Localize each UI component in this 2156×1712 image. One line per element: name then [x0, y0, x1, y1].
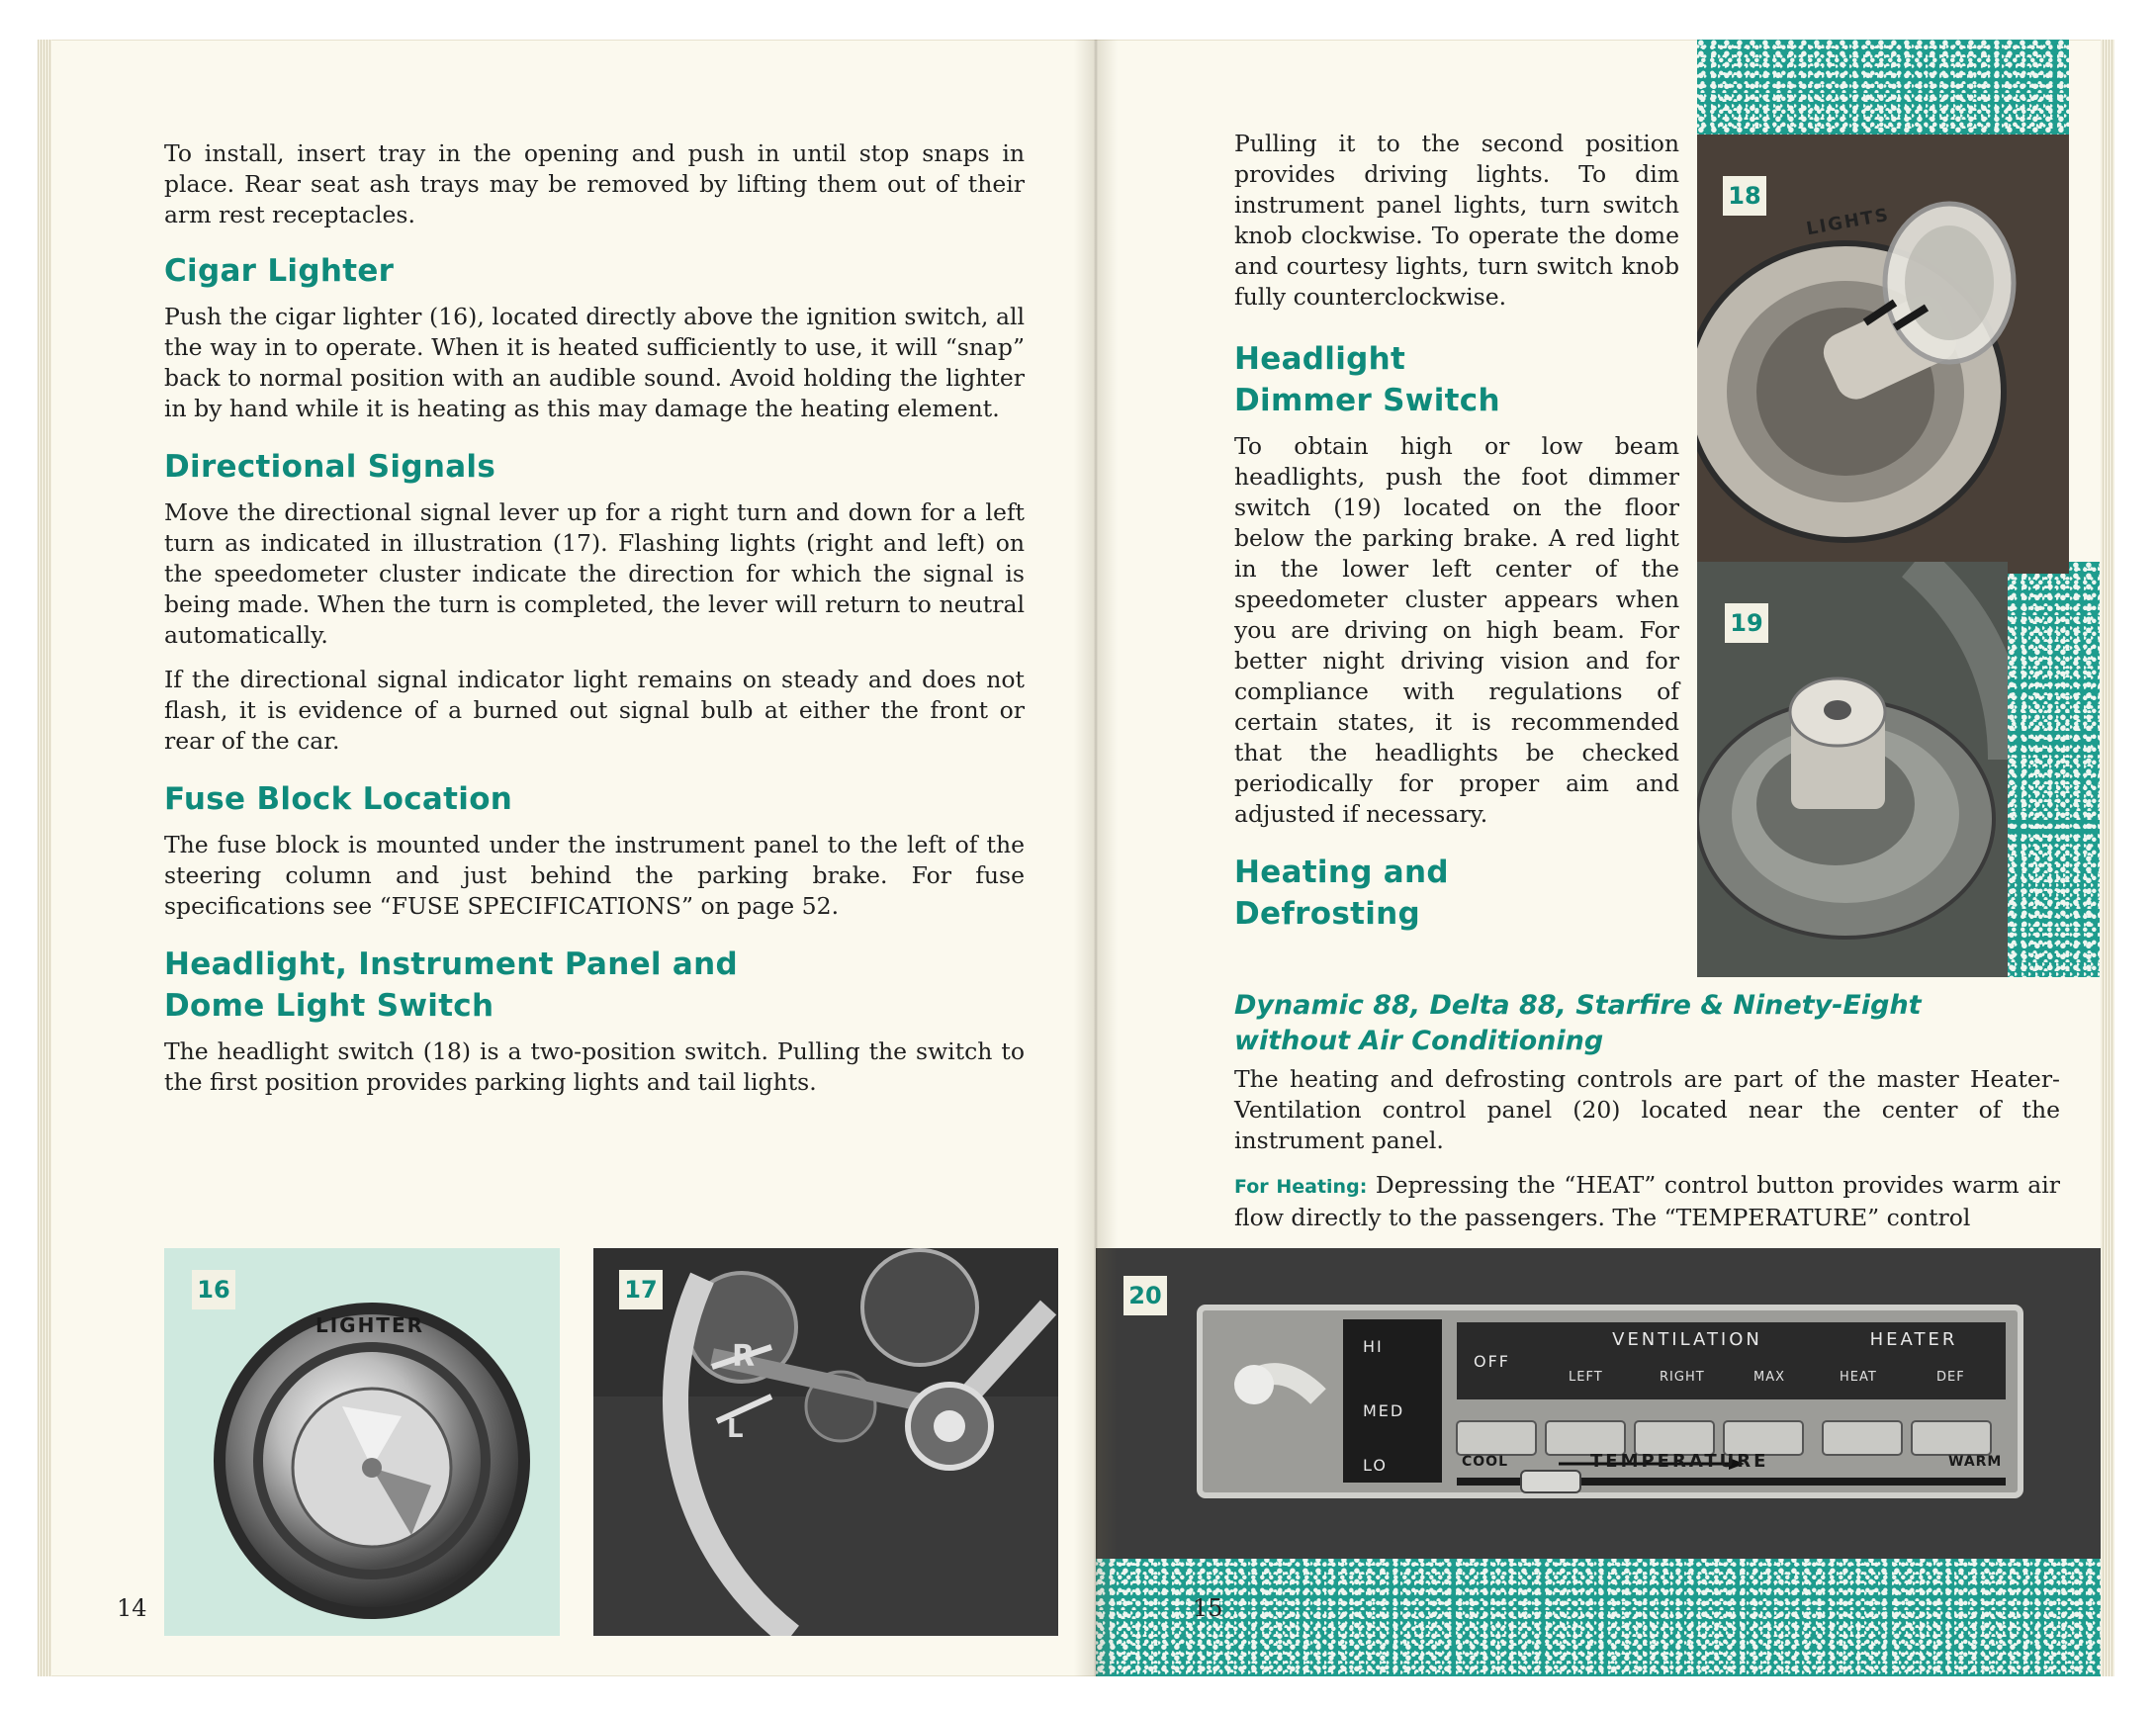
page-number-15: 15 — [1193, 1594, 1223, 1622]
heading-dimmer-line1: Headlight — [1234, 341, 1406, 377]
figure-badge-16: 16 — [192, 1270, 235, 1309]
heater-label: HEATER — [1869, 1329, 1958, 1350]
page-14 — [38, 40, 1096, 1676]
fan-label-med: MED — [1363, 1401, 1405, 1420]
right-text-column-lower — [1234, 989, 2060, 1247]
directional-paragraph-2: If the directional signal indicator light remains on steady and does not flash, it is evidence of a burned out signal bulb at either the front or rear of the car. — [164, 666, 1025, 755]
headlight-continued-paragraph: Pulling it to the second position provides driving lights. To dim instrument panel lights, turn switch knob clockwise. To operate the dome and courtesy lights, turn switch knob fully counterclockwise. — [1234, 130, 1679, 311]
ventilation-option-left: LEFT — [1569, 1370, 1603, 1385]
decorative-pattern-top — [1697, 40, 2069, 138]
directional-paragraph-1: Move the directional signal lever up for a right turn and down for a left turn as indicated in illustration (17). Flashing lights (right and left) on the speedometer cluster indicate the direction for which the signal is being made. When the turn is completed, the lever will return to neutral automatically. — [164, 498, 1025, 649]
models-subheading-line1: Dynamic 88, Delta 88, Starfire & Ninety-Eight — [1234, 990, 1922, 1021]
for-heating-label: For Heating: — [1234, 1176, 1368, 1198]
heading-dimmer-line2: Dimmer Switch — [1234, 383, 1500, 418]
ventilation-option-right: RIGHT — [1660, 1370, 1705, 1385]
heating-paragraph: The heating and defrosting controls are part of the master Heater-Ventilation control panel (20) located near the center of the instrument panel. — [1234, 1065, 2060, 1154]
figure-badge-19: 19 — [1725, 603, 1768, 643]
heading-fuse-block: Fuse Block Location — [164, 781, 513, 817]
book-gutter — [1074, 40, 1118, 1676]
heading-cigar-lighter: Cigar Lighter — [164, 253, 395, 289]
figure-20-heater-ventilation-panel — [1096, 1248, 2101, 1559]
figure-badge-17: 17 — [619, 1270, 663, 1309]
heading-headlight-switch-line1: Headlight, Instrument Panel and — [164, 946, 739, 982]
booklet-spread — [38, 40, 2114, 1676]
fuse-block-paragraph: The fuse block is mounted under the instrument panel to the left of the steering column and just behind the parking brake. For fuse specifications see “FUSE SPECIFICATIONS” on page 52. — [164, 831, 1025, 920]
off-label: OFF — [1474, 1352, 1510, 1371]
page-15 — [1096, 40, 2114, 1676]
lighter-label: LIGHTER — [314, 1313, 425, 1337]
figure-18-headlight-switch — [1697, 135, 2069, 574]
right-text-column-upper — [1234, 129, 1679, 945]
cigar-lighter-paragraph: Push the cigar lighter (16), located directly above the ignition switch, all the way in to operate. When it is heated sufficiently to use, it will “snap” back to normal position with an audible sound. Avoid holding the lighter in by hand while it is heating as this may damage the heating element. — [164, 303, 1025, 422]
cool-label: COOL — [1462, 1454, 1508, 1470]
left-text-column — [164, 138, 1025, 1112]
figure-16-cigar-lighter — [164, 1248, 560, 1636]
figure-19-dimmer-switch — [1697, 562, 2008, 977]
ventilation-option-max: MAX — [1753, 1370, 1786, 1385]
gear-letter-r: R — [732, 1339, 756, 1374]
fan-label-lo: LO — [1363, 1456, 1388, 1475]
heading-heating-line1: Heating and — [1234, 855, 1449, 890]
warm-label: WARM — [1948, 1454, 2003, 1470]
figure-badge-18: 18 — [1723, 176, 1766, 216]
headlight-switch-paragraph: The headlight switch (18) is a two-position switch. Pulling the switch to the first position provides parking lights and tail lights. — [164, 1037, 1025, 1096]
decorative-pattern-bottom — [1096, 1557, 2101, 1676]
ventilation-label: VENTILATION — [1612, 1329, 1762, 1350]
heading-headlight-switch-line2: Dome Light Switch — [164, 988, 494, 1024]
lights-label: LIGHTS — [1804, 204, 1892, 240]
heating-paragraph-2: Depressing the “HEAT” control button provides warm air flow directly to the passengers. The “TEMPERATURE” control — [1234, 1171, 2060, 1231]
temperature-label: TEMPERATURE — [1590, 1451, 1769, 1472]
figure-17-directional-lever — [593, 1248, 1058, 1636]
intro-paragraph: To install, insert tray in the opening and push in until stop snaps in place. Rear seat ash trays may be removed by lifting them out of their arm rest receptacles. — [164, 139, 1025, 228]
decorative-pattern-side — [2008, 562, 2100, 977]
gear-letter-l: L — [727, 1414, 744, 1444]
heater-option-heat: HEAT — [1840, 1370, 1877, 1385]
dimmer-paragraph: To obtain high or low beam headlights, push the foot dimmer switch (19) located on the floor below the parking brake. A red light in the lower left center of the speedometer cluster appears when you are driving on high beam. For better night driving vision and for compliance with regulations of certain states, it is recommended that the headlights be checked periodically for proper aim and adjusted if necessary. — [1234, 432, 1679, 828]
models-subheading-line2: without Air Conditioning — [1234, 1026, 1604, 1056]
fan-label-hi: HI — [1363, 1337, 1384, 1356]
heater-option-def: DEF — [1936, 1370, 1965, 1385]
page-number-14: 14 — [117, 1594, 147, 1622]
figure-badge-20: 20 — [1123, 1276, 1167, 1315]
heading-heating-line2: Defrosting — [1234, 896, 1420, 932]
heading-directional-signals: Directional Signals — [164, 449, 496, 485]
